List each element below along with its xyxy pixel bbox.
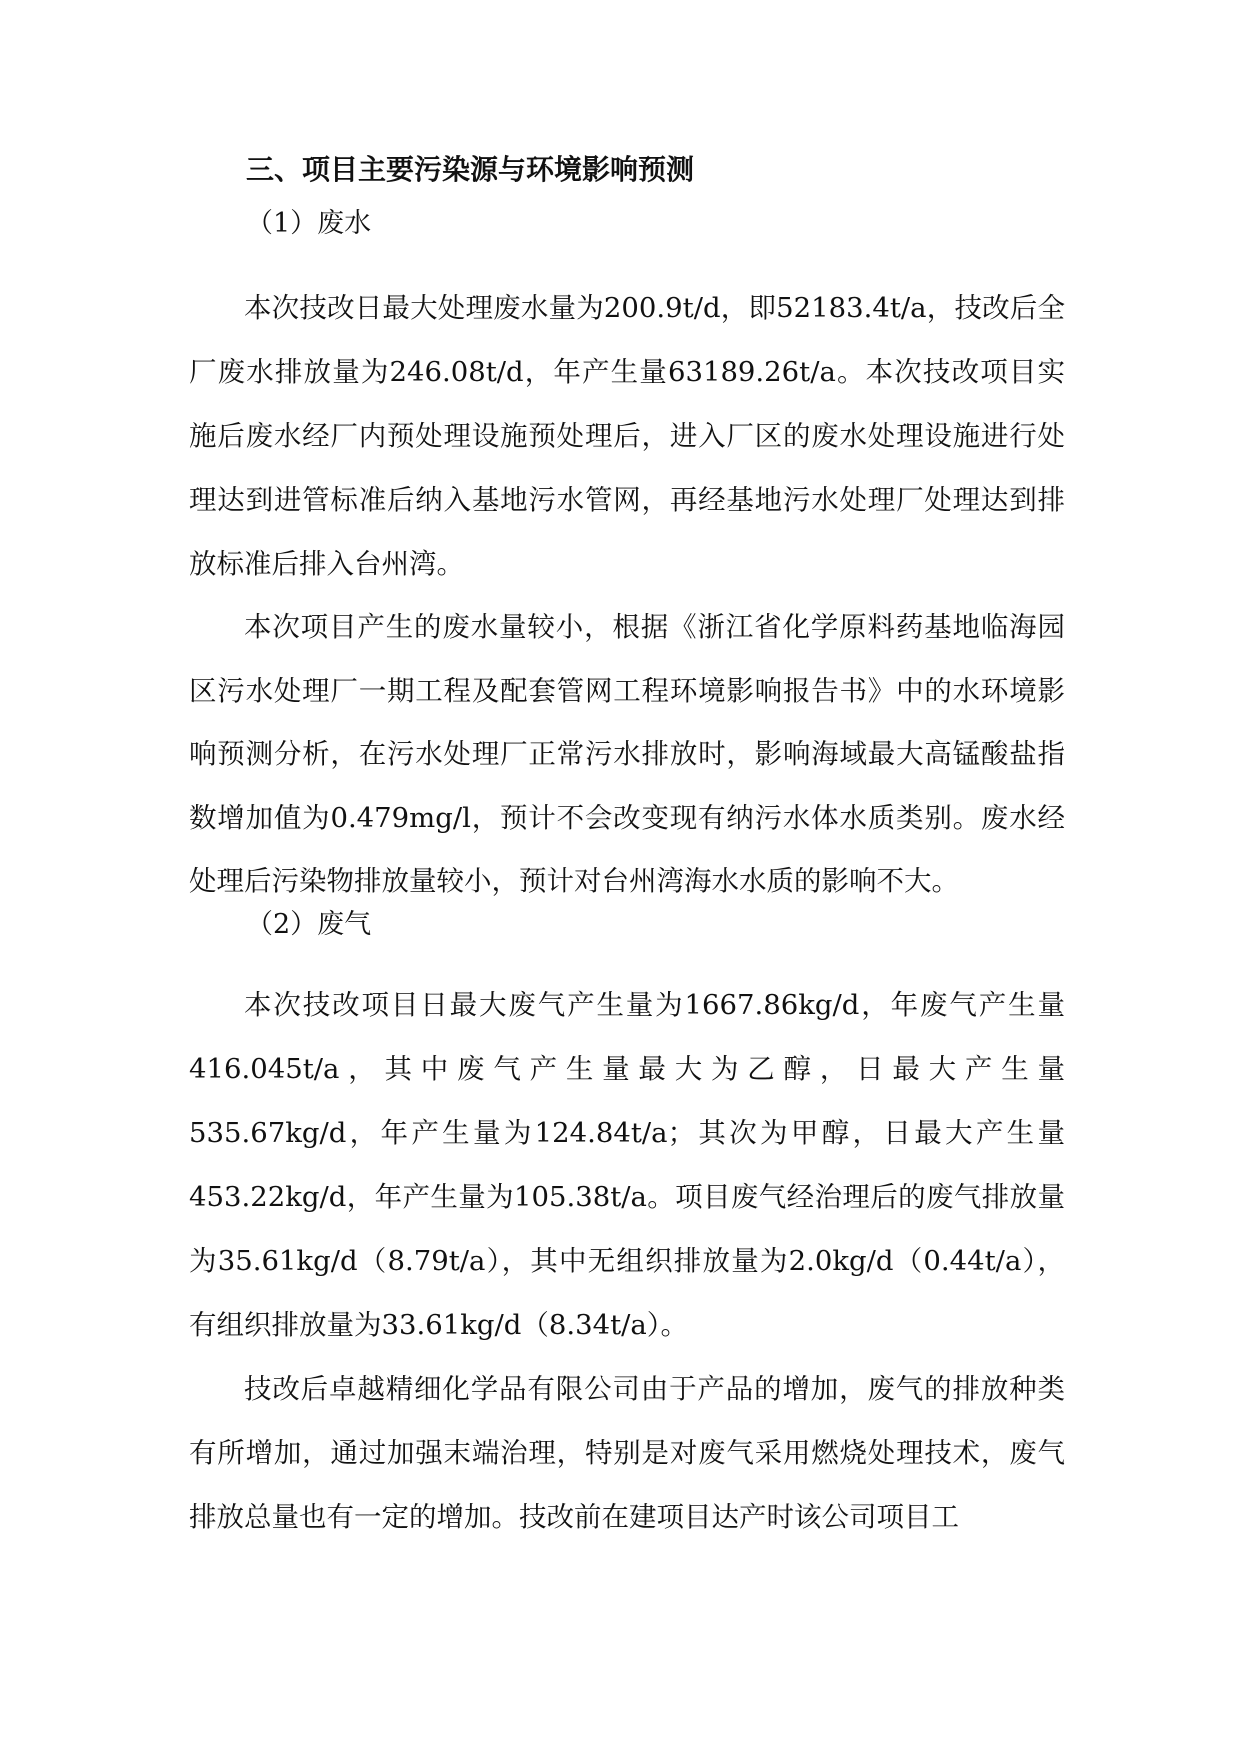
- paragraph-exhaust-gas-treatment: 技改后卓越精细化学品有限公司由于产品的增加，废气的排放种类有所增加，通过加强末端治理，特别是对废气采用燃烧处理技术，废气排放总量也有一定的增加。技改前在建项目达产时该公司项目工: [189, 1373, 1065, 1533]
- paragraph-block: [189, 596, 1065, 914]
- paragraph-block: [189, 276, 1065, 596]
- section-heading: 三、项目主要污染源与环境影响预测: [246, 153, 695, 186]
- paragraph-block: [189, 1357, 1065, 1549]
- paragraph-block: [189, 973, 1065, 1357]
- paragraph-wastewater-volume: 本次技改日最大处理废水量为200.9t/d，即52183.4t/a，技改后全厂废水排放量为246.08t/d，年产生量63189.26t/a。本次技改项目实施后废水经厂内预处理设施预处理后，进入厂区的废水处理设施进行处理达到进管标准后纳入基地污水管网，再经基地污水处理厂处理达到排放标准后排入台州湾。: [189, 292, 1065, 580]
- subsection-title-exhaust-gas: （2）废气: [246, 909, 372, 940]
- subsection-title-wastewater: （1）废水: [246, 208, 372, 239]
- paragraph-exhaust-gas-volume: 本次技改项目日最大废气产生量为1667.86kg/d，年废气产生量416.045t/a，其中废气产生量最大为乙醇，日最大产生量535.67kg/d，年产生量为124.84t/a；其次为甲醇，日最大产生量453.22kg/d，年产生量为105.38t/a。项目废气经治理后的废气排放量为35.61kg/d（8.79t/a），其中无组织排放量为2.0kg/d（0.44t/a），有组织排放量为33.61kg/d（8.34t/a）。: [189, 989, 1065, 1341]
- paragraph-wastewater-impact: 本次项目产生的废水量较小，根据《浙江省化学原料药基地临海园区污水处理厂一期工程及配套管网工程环境影响报告书》中的水环境影响预测分析，在污水处理厂正常污水排放时，影响海域最大高锰酸盐指数增加值为0.479mg/l，预计不会改变现有纳污水体水质类别。废水经处理后污染物排放量较小，预计对台州湾海水水质的影响不大。: [189, 611, 1065, 897]
